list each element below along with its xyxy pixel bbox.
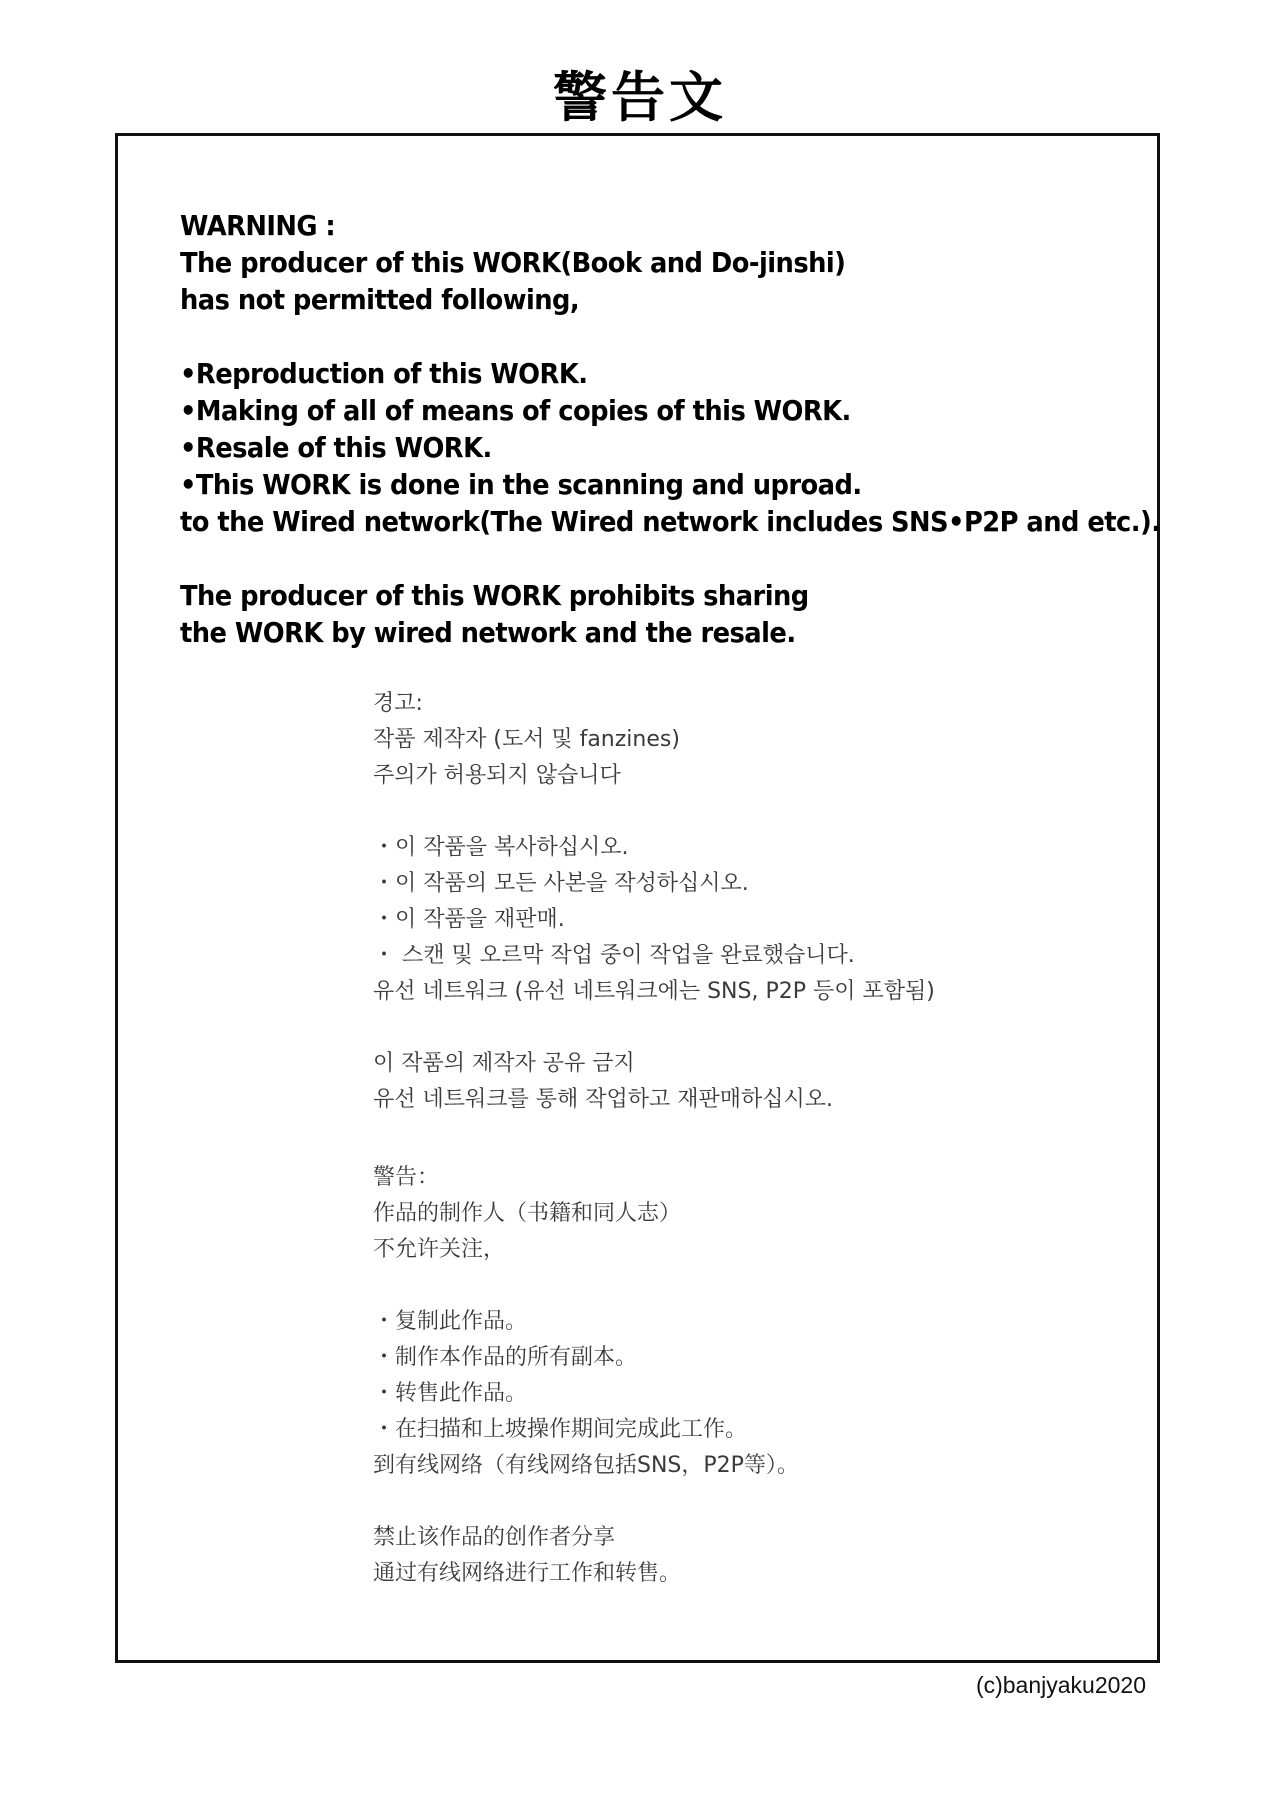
english-line: •Making of all of means of copies of this WORK. <box>180 394 851 427</box>
chinese-line: 到有线网络（有线网络包括SNS，P2P等）。 <box>373 1453 799 1478</box>
page-title: 警告文 <box>553 66 727 129</box>
english-line: has not permitted following, <box>180 283 580 316</box>
korean-line: ・이 작품을 재판매. <box>373 907 565 932</box>
korean-line: 이 작품의 제작자 공유 금지 <box>373 1051 635 1076</box>
spacer <box>180 318 1063 355</box>
chinese-line: 不允许关注， <box>373 1237 506 1262</box>
spacer <box>373 794 1113 830</box>
english-line: •This WORK is done in the scanning and uproad. <box>180 468 862 501</box>
chinese-line: 通过有线网络进行工作和转售。 <box>373 1561 682 1586</box>
chinese-line: ・复制此作品。 <box>373 1309 528 1334</box>
korean-line: 유선 네트워크 (유선 네트워크에는 SNS, P2P 등이 포함됨) <box>373 979 935 1004</box>
chinese-line: ・转售此作品。 <box>373 1381 528 1406</box>
korean-line: 유선 네트워크를 통해 작업하고 재판매하십시오. <box>373 1087 834 1112</box>
korean-line: 작품 제작자 (도서 및 fanzines) <box>373 727 680 752</box>
spacer <box>373 1268 1113 1304</box>
english-line: The producer of this WORK(Book and Do-jinshi) <box>180 246 846 279</box>
korean-line: ・이 작품의 모든 사본을 작성하십시오. <box>373 871 749 896</box>
english-line: WARNING : <box>180 209 336 242</box>
korean-line: ・ 스캔 및 오르막 작업 중이 작업을 완료했습니다. <box>373 943 855 968</box>
english-line: •Resale of this WORK. <box>180 431 492 464</box>
spacer <box>373 1484 1113 1520</box>
chinese-line: ・在扫描和上坡操作期间完成此工作。 <box>373 1417 748 1442</box>
spacer <box>373 1010 1113 1046</box>
chinese-line: ・制作本作品的所有副本。 <box>373 1345 638 1370</box>
chinese-line: 禁止该作品的创作者分享 <box>373 1525 616 1550</box>
english-line: The producer of this WORK prohibits sharing <box>180 579 809 612</box>
english-line: to the Wired network(The Wired network includes SNS•P2P and etc.). <box>180 505 1161 538</box>
korean-warning <box>373 686 1113 1118</box>
chinese-warning <box>373 1160 1113 1592</box>
english-line: •Reproduction of this WORK. <box>180 357 588 390</box>
korean-line: 경고: <box>373 691 423 716</box>
korean-line: ・이 작품을 복사하십시오. <box>373 835 629 860</box>
english-line: the WORK by wired network and the resale. <box>180 616 796 649</box>
copyright-notice: (c)banjyaku2020 <box>975 1672 1146 1698</box>
english-warning <box>180 207 1161 651</box>
chinese-line: 作品的制作人（书籍和同人志） <box>373 1201 682 1226</box>
chinese-line: 警告： <box>373 1165 440 1190</box>
korean-line: 주의가 허용되지 않습니다 <box>373 763 621 788</box>
spacer <box>180 540 1063 577</box>
